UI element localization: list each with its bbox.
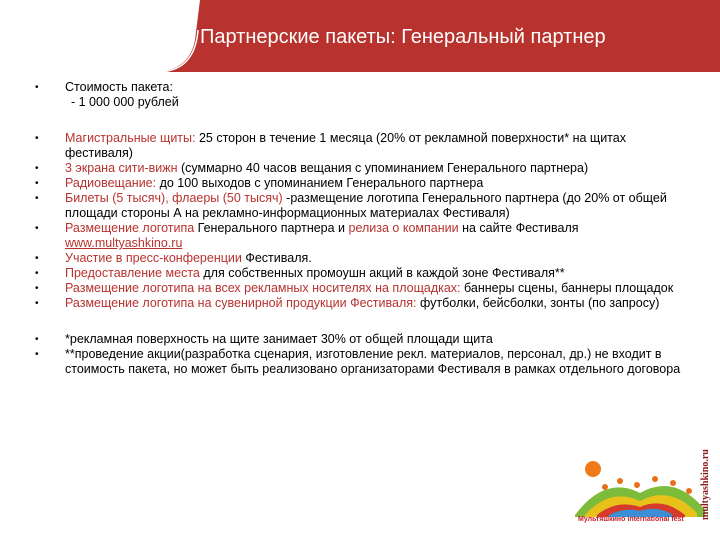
list-item (30, 266, 695, 281)
item-highlight: Магистральные щиты: (65, 131, 196, 145)
list-item (30, 251, 695, 266)
list-item (30, 281, 695, 296)
bullet: • (35, 268, 39, 279)
item-highlight: Размещение логотипа на сувенирной продукции Фестиваля: (65, 296, 417, 310)
note-text: **проведение акции(разработка сценария, изготовление рекл. материалов, персонал, др.) не входит в стоимость пакета, но может быть реализовано организаторами Фестиваля в рамках отдельного договора (65, 347, 681, 376)
item-text: до 100 выходов с упоминанием Генерального партнера (156, 176, 484, 190)
festival-logo (565, 455, 715, 537)
list-item (30, 161, 695, 176)
item-highlight: Размещение логотипа (65, 221, 195, 235)
item-highlight: Радиовещание: (65, 176, 157, 190)
list-item (30, 296, 695, 311)
bullet: • (35, 334, 39, 345)
bullet: • (35, 82, 39, 93)
note-item (30, 332, 695, 347)
bullet: • (35, 193, 39, 204)
logo-text: Мультяшкино international fest (578, 516, 684, 523)
item-highlight: Предоставление места (65, 266, 200, 280)
bullet: • (35, 253, 39, 264)
item-text: Фестиваля. (241, 251, 312, 265)
item-text: для собственных промоушн акций в каждой зоне Фестиваля** (199, 266, 565, 280)
item-highlight-2: релиза о компании (348, 221, 459, 235)
header-bar (0, 0, 720, 72)
bullet: • (35, 298, 39, 309)
price-label: Стоимость пакета: (65, 80, 173, 94)
list-item (30, 176, 695, 191)
item-text: -размещение логотипа Генерального партнера (до 20% от общей площади стороны А на рекламно-информационных материалах Фестиваля) (65, 191, 667, 220)
item-text: футболки, бейсболки, зонты (по запросу) (416, 296, 660, 310)
bullet: • (35, 163, 39, 174)
list-item (30, 221, 695, 251)
bullet: • (35, 133, 39, 144)
item-text: баннеры сцены, баннеры площадок (460, 281, 674, 295)
page-title: Партнерские пакеты: Генеральный партнер (200, 26, 606, 48)
item-text: (суммарно 40 часов вещания с упоминанием Генерального партнера) (177, 161, 589, 175)
price-item (30, 80, 695, 110)
vertical-site-url: multyashkino.ru (700, 449, 711, 520)
item-highlight: Размещение логотипа на всех рекламных носителях на площадках: (65, 281, 461, 295)
bullet: • (35, 178, 39, 189)
note-text: *рекламная поверхность на щите занимает 30% от общей площади щита (65, 332, 493, 346)
item-text: 25 сторон в течение 1 месяца (20% от рекламной поверхности* на щитах фестиваля) (65, 131, 626, 160)
note-item (30, 347, 695, 377)
list-item (30, 191, 695, 221)
item-text-2: на сайте Фестиваля (458, 221, 579, 235)
bullet: • (35, 283, 39, 294)
bullet: • (35, 223, 39, 234)
content-list (30, 80, 695, 377)
item-highlight: Билеты (5 тысяч), флаеры (50 тысяч) (65, 191, 283, 205)
price-value: - 1 000 000 рублей (71, 95, 179, 109)
website-link[interactable]: www.multyashkino.ru (65, 236, 183, 250)
bullet: • (35, 349, 39, 360)
list-item (30, 131, 695, 161)
item-highlight: Участие в пресс-конференции (65, 251, 242, 265)
item-text: Генерального партнера и (194, 221, 349, 235)
item-highlight: 3 экрана сити-вижн (65, 161, 178, 175)
